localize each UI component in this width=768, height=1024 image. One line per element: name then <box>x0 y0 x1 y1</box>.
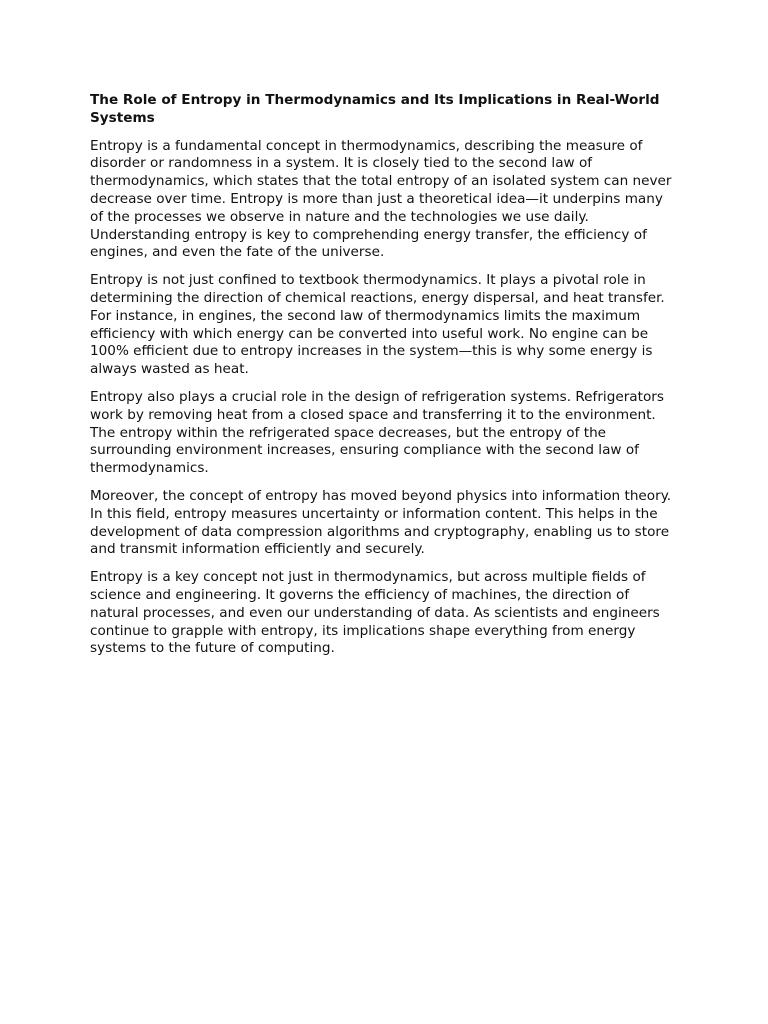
paragraph-3: Entropy also plays a crucial role in the design of refrigeration systems. Refrigerators work by removing heat from a closed space and transferring it to the environment. The entropy within the refrigerated space decreases, but the entropy of the surrounding environment increases, ensuring compliance with the second law of thermodynamics. <box>90 388 664 477</box>
paragraph-1: Entropy is a fundamental concept in thermodynamics, describing the measure of disorder or randomness in a system. It is closely tied to the second law of thermodynamics, which states that the total entropy of an isolated system can never decrease over time. Entropy is more than just a theoretical idea—it underpins many of the processes we observe in nature and the technologies we use daily. Understanding entropy is key to comprehending energy transfer, the efficiency of engines, and even the fate of the universe. <box>90 137 672 261</box>
document-body <box>90 92 680 668</box>
paragraph-4: Moreover, the concept of entropy has moved beyond physics into information theory. In this field, entropy measures uncertainty or information content. This helps in the development of data compression algorithms and cryptography, enabling us to store and transmit information efficiently and securely. <box>90 487 672 558</box>
paragraph-5: Entropy is a key concept not just in thermodynamics, but across multiple fields of science and engineering. It governs the efficiency of machines, the direction of natural processes, and even our understanding of data. As scientists and engineers continue to grapple with entropy, its implications shape everything from energy systems to the future of computing. <box>90 569 660 657</box>
document-title: The Role of Entropy in Thermodynamics and Its Implications in Real-World Systems <box>90 92 660 126</box>
paragraph-2: Entropy is not just confined to textbook thermodynamics. It plays a pivotal role in determining the direction of chemical reactions, energy dispersal, and heat transfer. For instance, in engines, the second law of thermodynamics limits the maximum efficiency with which energy can be converted into useful work. No engine can be 100% efficient due to entropy increases in the system—this is why some energy is always wasted as heat. <box>90 272 665 378</box>
